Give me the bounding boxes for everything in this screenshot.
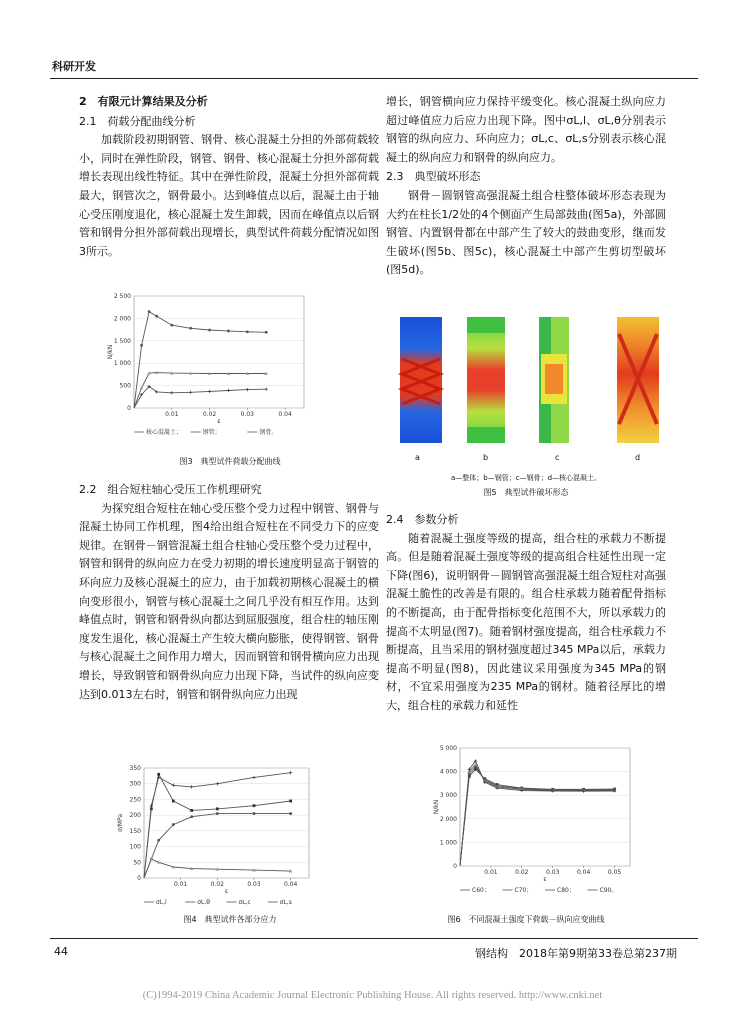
- plot-frame: [144, 768, 309, 878]
- data-point: [265, 388, 268, 391]
- data-point: [140, 344, 143, 347]
- figure-6-caption: 图6 不同混凝土强度下荷载－纵向应变曲线: [447, 915, 605, 924]
- y-tick-label: 4 000: [439, 768, 457, 776]
- figure-4-chart: [110, 762, 320, 912]
- data-point: [172, 800, 175, 803]
- x-tick-label: 0.01: [173, 881, 188, 888]
- x-axis-label: ε: [224, 888, 229, 895]
- figure-5-images: [395, 314, 665, 449]
- figure-3: [96, 290, 316, 440]
- figure-5-caption: 图5 典型试件破坏形态: [483, 488, 569, 497]
- paragraph-2-2: 为探究组合短柱在轴心受压整个受力过程中钢管、钢骨与混凝土协同工作机理，图4给出组合短柱在不同受力下的应变规律。在钢骨－钢管混凝土组合柱轴心受压整个受力过程中，钢管和钢骨的纵向应力在受力初期的增长速度明显高于钢管的环向应力及核心混凝土的应力，由于加载初期核心混凝土的横向变形很小，钢管与核心混凝土之间几乎没有相互作用。达到峰值点时，钢管和钢骨纵向都达到屈服强度，组合柱的轴压刚度发生退化，核心混凝土产生较大横向膨胀，使得钢管、钢骨与核心混凝土之间作用力增大，因而钢管和钢骨横向应力出现增长，导致钢管和钢骨纵向应力出现下降，当试件的纵向应变达到0.013左右时，钢管和钢骨纵向应力出现: [79, 501, 379, 701]
- figure-5-subcaption: a—整体；b—钢管；c—钢骨；d—核心混凝土。: [450, 474, 602, 482]
- y-tick-label: 250: [129, 796, 141, 804]
- right-column-bottom: [386, 511, 666, 716]
- y-tick-label: 0: [137, 875, 141, 882]
- figure-4: [110, 762, 320, 912]
- fig5-label-c: c: [555, 453, 560, 462]
- data-point: [170, 324, 173, 327]
- plot-frame: [460, 748, 630, 866]
- legend-label: σL,θ: [197, 899, 210, 906]
- series-line-1: [134, 312, 266, 408]
- running-header: 科研开发: [52, 60, 96, 73]
- data-point: [265, 331, 268, 334]
- data-point: [253, 804, 256, 807]
- x-tick-label: 0.04: [278, 411, 292, 418]
- paragraph-2-3: 钢骨－圆钢管高强混凝土组合柱整体破坏形态表现为大约在柱长1/2处的4个侧面产生局部鼓曲(图5a)，外部圆钢管、内置钢骨都在中部产生了较大的鼓曲变形，继而发生破坏(图5b、图5c)，核心混凝土中部产生剪切型破坏(图5d)。: [386, 188, 666, 277]
- y-tick-label: 2 500: [113, 293, 131, 300]
- paragraph-2-4: 随着混凝土强度等级的提高，组合柱的承载力不断提高。但是随着混凝土强度等级的提高组合柱延性出现一定下降(图6)，说明钢骨－圆钢管高强混凝土组合短柱对高强混凝土脆性的改善是有限的。组合柱承载力随着配骨指标的不断提高，由于配骨指标变化范围不大，所以承载力的提高不太明显(图7)。随着钢材强度提高，组合柱承载力不断提高，且当采用的钢材强度超过345 MPa以后，承载力提高不明显(图8)，因此建议采用强度为345 MPa的钢材，不宜采用强度为235 MPa的钢材。随着径厚比的增大，组合柱的承载力和延性: [386, 531, 666, 712]
- specimen-steel-skeleton: [539, 317, 569, 443]
- x-tick-label: 0.02: [210, 881, 225, 888]
- data-point: [216, 807, 219, 810]
- x-tick-label: 0.04: [283, 881, 298, 888]
- data-point: [216, 782, 219, 785]
- section-heading-2-4: 2.4 参数分析: [386, 513, 459, 526]
- y-tick-label: 2 000: [113, 315, 131, 323]
- data-point: [208, 390, 211, 393]
- figure-4-caption: 图4 典型试件各部分应力: [183, 915, 277, 924]
- paragraph-2-1: 加载阶段初期钢管、钢骨、核心混凝土分担的外部荷载较小，同时在弹性阶段，钢管、钢骨、核心混凝土分担外部荷载增长表现出线性特征。其中在弹性阶段，混凝土分担外部荷载最大，钢管次之，钢骨最小。达到峰值点以后，混凝土由于轴心受压刚度退化，核心混凝土发生卸载，因而在峰值点以后钢管和钢骨分担外部荷载出现增长，典型试件荷载分配情况如图3所示。: [79, 133, 379, 258]
- figure-6: [424, 744, 639, 904]
- section-heading-2-2: 2.2 组合短柱轴心受压工作机理研究: [79, 483, 262, 496]
- data-point: [157, 773, 160, 776]
- y-tick-label: 2 000: [439, 815, 457, 823]
- data-point: [148, 310, 151, 313]
- y-tick-label: 3 000: [439, 792, 457, 800]
- legend-label: C80；: [557, 887, 575, 894]
- legend-label: 核心混凝土；: [146, 429, 183, 436]
- legend-label: C70；: [514, 887, 533, 894]
- data-point: [252, 776, 255, 779]
- data-point: [216, 812, 219, 815]
- legend-label: σL,s: [279, 899, 292, 906]
- y-tick-label: 500: [119, 382, 131, 390]
- legend-label: σL,c: [238, 899, 251, 906]
- data-point: [157, 839, 160, 842]
- fig5-label-d: d: [635, 453, 641, 462]
- y-tick-label: 1 500: [113, 337, 131, 345]
- data-point: [289, 771, 292, 774]
- figure-5-labels: [395, 453, 665, 465]
- data-point: [289, 800, 292, 803]
- data-point: [189, 391, 192, 394]
- data-point: [172, 784, 175, 787]
- figure-3-chart: [96, 290, 316, 440]
- data-point: [246, 330, 249, 333]
- y-tick-label: 5 000: [439, 745, 457, 752]
- fig5-label-a: a: [415, 453, 420, 462]
- journal-info: 钢结构 2018年第9期第33卷总第237期: [475, 947, 677, 960]
- right-column-top: [386, 93, 666, 280]
- legend-label: 钢骨。: [259, 429, 278, 436]
- left-column-top: [79, 93, 379, 261]
- data-point: [155, 315, 158, 318]
- legend-label: 钢管；: [202, 429, 221, 436]
- section-heading-2: 2 有限元计算结果及分析: [79, 95, 208, 108]
- specimen-overall: [400, 317, 442, 443]
- data-point: [289, 812, 292, 815]
- y-axis-label: σ/MPa: [117, 813, 124, 833]
- x-axis-label: ε: [543, 876, 547, 883]
- x-tick-label: 0.01: [165, 411, 179, 418]
- data-point: [227, 330, 230, 333]
- specimen-core-concrete: [617, 317, 659, 443]
- header-rule: [50, 78, 698, 79]
- data-point: [246, 388, 249, 391]
- x-tick-label: 0.04: [576, 869, 591, 876]
- y-tick-label: 150: [129, 827, 141, 835]
- data-point: [227, 389, 230, 392]
- y-tick-label: 50: [133, 859, 141, 867]
- data-point: [170, 391, 173, 394]
- data-point: [189, 327, 192, 330]
- y-tick-label: 300: [129, 780, 141, 788]
- data-point: [190, 815, 193, 818]
- legend-label: C60；: [472, 887, 490, 894]
- left-column-bottom: [79, 481, 379, 704]
- series-line-2: [460, 767, 615, 866]
- y-tick-label: 0: [127, 405, 131, 412]
- x-axis-label: ε: [217, 418, 221, 425]
- page-number: 44: [54, 945, 68, 958]
- y-axis-label: N/kN: [433, 799, 440, 815]
- y-axis-label: N/kN: [107, 344, 114, 360]
- y-tick-label: 350: [129, 765, 141, 772]
- legend-label: σL,l: [156, 899, 167, 906]
- x-tick-label: 0.03: [240, 411, 255, 418]
- legend-label: C90。: [599, 887, 618, 894]
- data-point: [190, 785, 193, 788]
- fig5-label-b: b: [483, 453, 489, 462]
- figure-3-caption: 图3 典型试件荷载分配曲线: [179, 457, 281, 466]
- section-heading-2-3: 2.3 典型破坏形态: [386, 170, 481, 184]
- data-point: [172, 823, 175, 826]
- figure-6-chart: [424, 744, 639, 904]
- specimen-steel-tube: [467, 317, 505, 443]
- x-tick-label: 0.02: [202, 411, 217, 418]
- series-line-1: [460, 769, 615, 866]
- data-point: [190, 809, 193, 812]
- y-tick-label: 200: [129, 812, 141, 820]
- data-point: [253, 812, 256, 815]
- x-tick-label: 0.05: [607, 869, 622, 876]
- y-tick-label: 1 000: [113, 360, 131, 368]
- data-point: [208, 329, 211, 332]
- y-tick-label: 100: [129, 843, 141, 851]
- y-tick-label: 1 000: [439, 839, 457, 847]
- figure-5-contours: [395, 314, 665, 449]
- x-tick-label: 0.01: [484, 869, 498, 876]
- y-tick-label: 0: [453, 863, 457, 870]
- data-point: [140, 386, 144, 389]
- x-tick-label: 0.02: [515, 869, 529, 876]
- watermark: (C)1994-2019 China Academic Journal Electronic Publishing House. All rights reserved. http://www.cnki.net: [142, 990, 603, 1001]
- section-heading-2-1: 2.1 荷载分配曲线分析: [79, 114, 196, 128]
- paragraph-continued: 增长，钢管横向应力保持平缓变化。核心混凝土纵向应力超过峰值应力后应力出现下降。图中σL,l、σL,θ分别表示钢管的纵向应力、环向应力；σL,c、σL,s分别表示核心混凝土的纵向应力和钢骨的纵向应力。: [386, 95, 666, 164]
- x-tick-label: 0.03: [247, 881, 261, 888]
- footer-rule: [50, 938, 698, 939]
- x-tick-label: 0.03: [546, 869, 560, 876]
